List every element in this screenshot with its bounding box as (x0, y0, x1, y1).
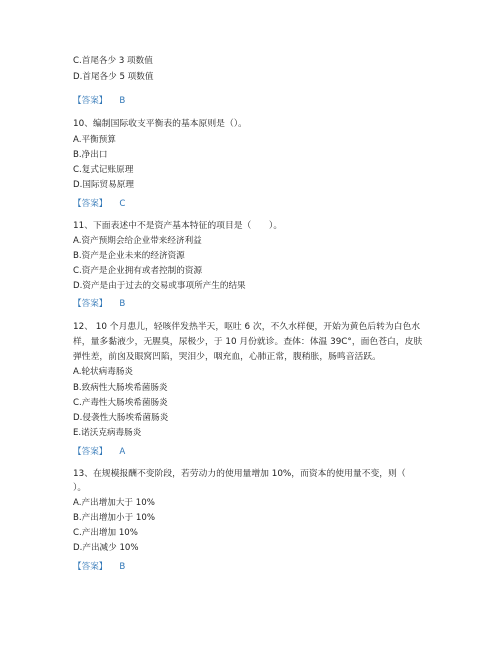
option-d: D.侵袭性大肠埃希菌肠炎 (73, 413, 169, 423)
option-d: D.首尾各少 5 项数值 (73, 72, 154, 82)
option-a: A.资产预期会给企业带来经济利益 (73, 236, 202, 246)
answer-row (73, 447, 125, 458)
question-12-stem-line-2: 样，量多黏液少，无腥臭，尿极少，于 10 月份就诊。查体：体温 39C°，面色苍白，皮肤 (73, 337, 423, 347)
answer-value: B (119, 562, 126, 572)
answer-value: A (119, 447, 126, 457)
question-12-stem-line-3: 弹性差，前囟及眼窝凹陷，哭泪少，咽充血，心肺正常，腹稍胀，肠鸣音活跃。 (73, 352, 381, 362)
option-d: D.国际贸易原理 (73, 180, 134, 190)
question-11-stem: 11、下面表述中不是资产基本特征的项目是（ ）。 (73, 221, 283, 231)
question-13-stem-line-1: 13、在规模报酬不变阶段，若劳动力的使用量增加 10%，而资本的使用量不变，则（ (73, 469, 406, 479)
question-13-stem-line-2: ）。 (73, 483, 87, 493)
option-d: D.产出减少 10% (73, 543, 139, 553)
answer-label: 【答案】 (73, 562, 108, 572)
option-c: C.复式记账原理 (73, 165, 134, 175)
option-b: B.净出口 (73, 150, 108, 160)
question-10-stem: 10、编制国际收支平衡表的基本原则是（）。 (73, 119, 247, 129)
answer-row (73, 96, 125, 107)
answer-label: 【答案】 (73, 299, 108, 309)
option-d: D.资产是由于过去的交易或事项所产生的结果 (73, 281, 246, 291)
option-a: A.产出增加大于 10% (73, 498, 155, 508)
option-c: C.产毒性大肠埃希菌肠炎 (73, 398, 168, 408)
option-b: B.致病性大肠埃希菌肠炎 (73, 383, 168, 393)
option-c: C.首尾各少 3 项数值 (73, 56, 153, 66)
answer-row (73, 562, 125, 573)
option-a: A.轮状病毒肠炎 (73, 367, 134, 377)
answer-label: 【答案】 (73, 199, 108, 209)
answer-row (73, 199, 125, 210)
option-b: B.资产是企业未来的经济资源 (73, 251, 185, 261)
question-12-stem-line-1: 12、 10 个月患儿，轻咳伴发热半天，呕吐 6 次，不久水样便，开始为黄色后转为白色水 (73, 322, 421, 332)
option-b: B.产出增加小于 10% (73, 513, 156, 523)
answer-label: 【答案】 (73, 96, 108, 106)
option-c: C.产出增加 10% (73, 528, 138, 538)
answer-value: B (119, 299, 126, 309)
answer-row (73, 299, 125, 310)
option-a: A.平衡预算 (73, 135, 116, 145)
option-c: C.资产是企业拥有或者控制的资源 (73, 266, 203, 276)
answer-value: C (119, 199, 126, 209)
answer-label: 【答案】 (73, 447, 108, 457)
option-e: E.诺沃克病毒肠炎 (73, 428, 142, 438)
answer-value: B (119, 96, 126, 106)
